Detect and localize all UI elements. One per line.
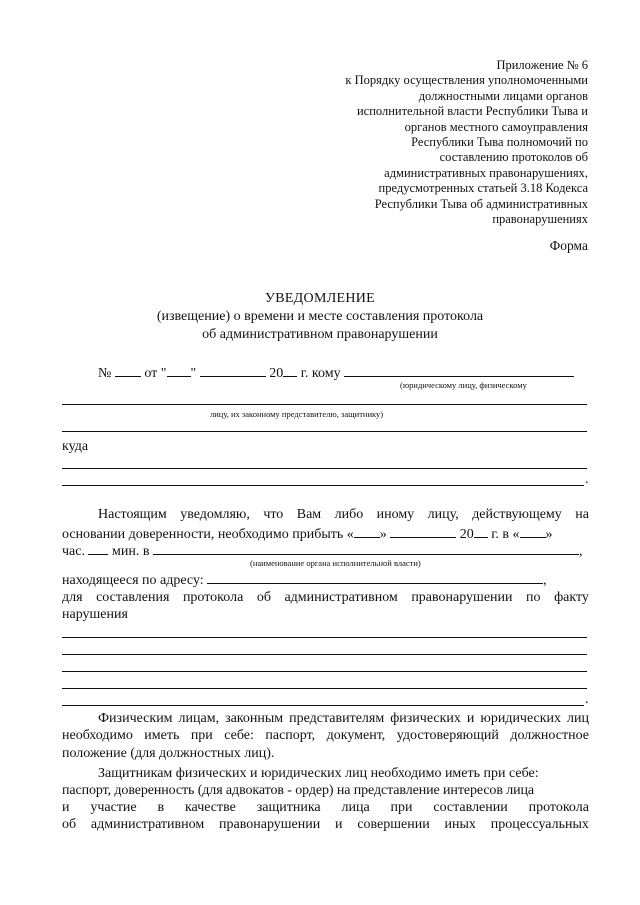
address-field[interactable] (207, 570, 543, 584)
word: процессуальных (490, 817, 589, 832)
notice-line-1 (98, 506, 589, 523)
word: об (62, 817, 77, 832)
word: на (575, 507, 589, 522)
defenders-line-3 (62, 799, 589, 816)
violation-field-2[interactable] (62, 654, 587, 655)
defenders-line-1: Защитникам физических и юридических лиц необходимо иметь при себе: (98, 766, 539, 781)
organ-field[interactable] (153, 541, 579, 555)
recipient-label: г. кому (300, 366, 341, 381)
appendix-line: административных правонарушениях, (384, 165, 588, 180)
appear-hour-field[interactable] (520, 524, 546, 538)
appear-month-field[interactable] (390, 524, 456, 538)
month-field[interactable] (200, 363, 266, 377)
word: правонарушении (411, 590, 513, 605)
time-label: г. в « (491, 527, 520, 542)
appendix-line: Республики Тыва об административных (374, 196, 588, 211)
where-label: куда (62, 439, 89, 454)
word: правонарушении (219, 817, 321, 832)
minute-label: мин. в (111, 544, 150, 559)
recipient-field[interactable] (344, 363, 574, 377)
violation-period: . (585, 692, 589, 707)
word: для (62, 590, 83, 605)
comma: , (578, 544, 583, 559)
violation-field-5[interactable] (62, 705, 584, 706)
appear-year-field[interactable] (474, 524, 488, 538)
word: составлении (433, 800, 508, 815)
appendix-line: Приложение № 6 (496, 58, 588, 72)
violation-field-1[interactable] (62, 637, 587, 638)
word: иных (444, 817, 476, 832)
appendix-line: предусмотренных статьей 3.18 Кодекса (378, 181, 588, 196)
quote-close: " (190, 366, 197, 381)
word: административном (284, 590, 398, 605)
caption-person: лицу, их законному представителю, защитнику) (210, 409, 384, 419)
word: и (335, 817, 343, 832)
year-field[interactable] (283, 363, 297, 377)
word: иному (376, 507, 415, 522)
title-line2: (извещение) о времени и месте составления протокола (156, 309, 484, 324)
word: участие (90, 800, 137, 815)
violation-field-3[interactable] (62, 671, 587, 672)
appear-text: основании доверенности, необходимо прибыть « (62, 527, 354, 542)
word: факту (554, 590, 589, 605)
word: совершении (357, 817, 430, 832)
appendix-line: Республики Тыва полномочий по (411, 135, 588, 150)
quote-close: » (379, 527, 387, 542)
caption-legal: (юридическому лицу, физическому (400, 380, 527, 390)
title-line3: об административном правонарушении (202, 327, 438, 342)
appendix-line: к Порядку осуществления уполномоченными (345, 73, 588, 88)
word: составления (96, 590, 170, 605)
day-field[interactable] (167, 363, 191, 377)
hour-label: час. (62, 544, 85, 559)
word: в (157, 800, 165, 815)
appendix-line: правонарушениях (492, 212, 588, 227)
where-field-2[interactable] (62, 485, 584, 486)
notice-line-5 (62, 589, 589, 606)
defenders-line-2: паспорт, доверенность (для адвокатов - ордер) на представление интересов лица (62, 783, 535, 798)
address-label: находящееся по адресу: (62, 573, 204, 588)
word: уведомляю, (180, 507, 250, 522)
word: протокола (528, 800, 589, 815)
word: что (263, 507, 284, 522)
where-period: . (585, 472, 589, 487)
appendix-line: органов местного самоуправления (404, 119, 588, 134)
word: лица (341, 800, 370, 815)
caption-organ: (наименование органа исполнительной власти) (250, 558, 421, 568)
quote-close: » (545, 527, 553, 542)
title-main: УВЕДОМЛЕНИЕ (264, 291, 376, 306)
minute-field[interactable] (88, 541, 108, 555)
word: об (256, 590, 271, 605)
appendix-line: должностными лицами органов (418, 88, 588, 103)
word: протокола (182, 590, 244, 605)
from-label: от " (144, 366, 167, 381)
word: действующему (472, 507, 562, 522)
word: защитника (256, 800, 321, 815)
comma: , (543, 573, 547, 588)
notice-line-6: нарушения (62, 607, 128, 622)
word: либо (334, 507, 364, 522)
word: по (526, 590, 541, 605)
individuals-paragraph: Физическим лицам, законным представителям физических и юридических лиц необходимо иметь при себе: паспорт, документ, удостоверяющий должностное положение (для должностных лиц). (62, 711, 589, 761)
notice-line-4 (62, 570, 547, 589)
word: и (62, 800, 70, 815)
form-label: Форма (549, 238, 588, 253)
word: Вам (296, 507, 322, 522)
defenders-line-4 (62, 816, 589, 833)
year-prefix: 20 (269, 366, 284, 381)
word: качестве (184, 800, 236, 815)
word: при (390, 800, 413, 815)
where-field-1[interactable] (62, 468, 587, 469)
year-prefix: 20 (459, 527, 474, 542)
appear-day-field[interactable] (354, 524, 380, 538)
number-field[interactable] (115, 363, 141, 377)
appendix-line: составлению протоколов об (439, 150, 588, 165)
recipient-field-3[interactable] (62, 431, 587, 432)
number-label: № (98, 366, 112, 381)
recipient-field-2[interactable] (62, 404, 587, 405)
appendix-line: исполнительной власти Республики Тыва и (356, 104, 588, 119)
appendix-header (288, 58, 588, 227)
document-title (0, 290, 640, 344)
word: лицу, (427, 507, 459, 522)
violation-field-4[interactable] (62, 688, 587, 689)
word: Настоящим (98, 507, 167, 522)
word: административном (90, 817, 205, 832)
